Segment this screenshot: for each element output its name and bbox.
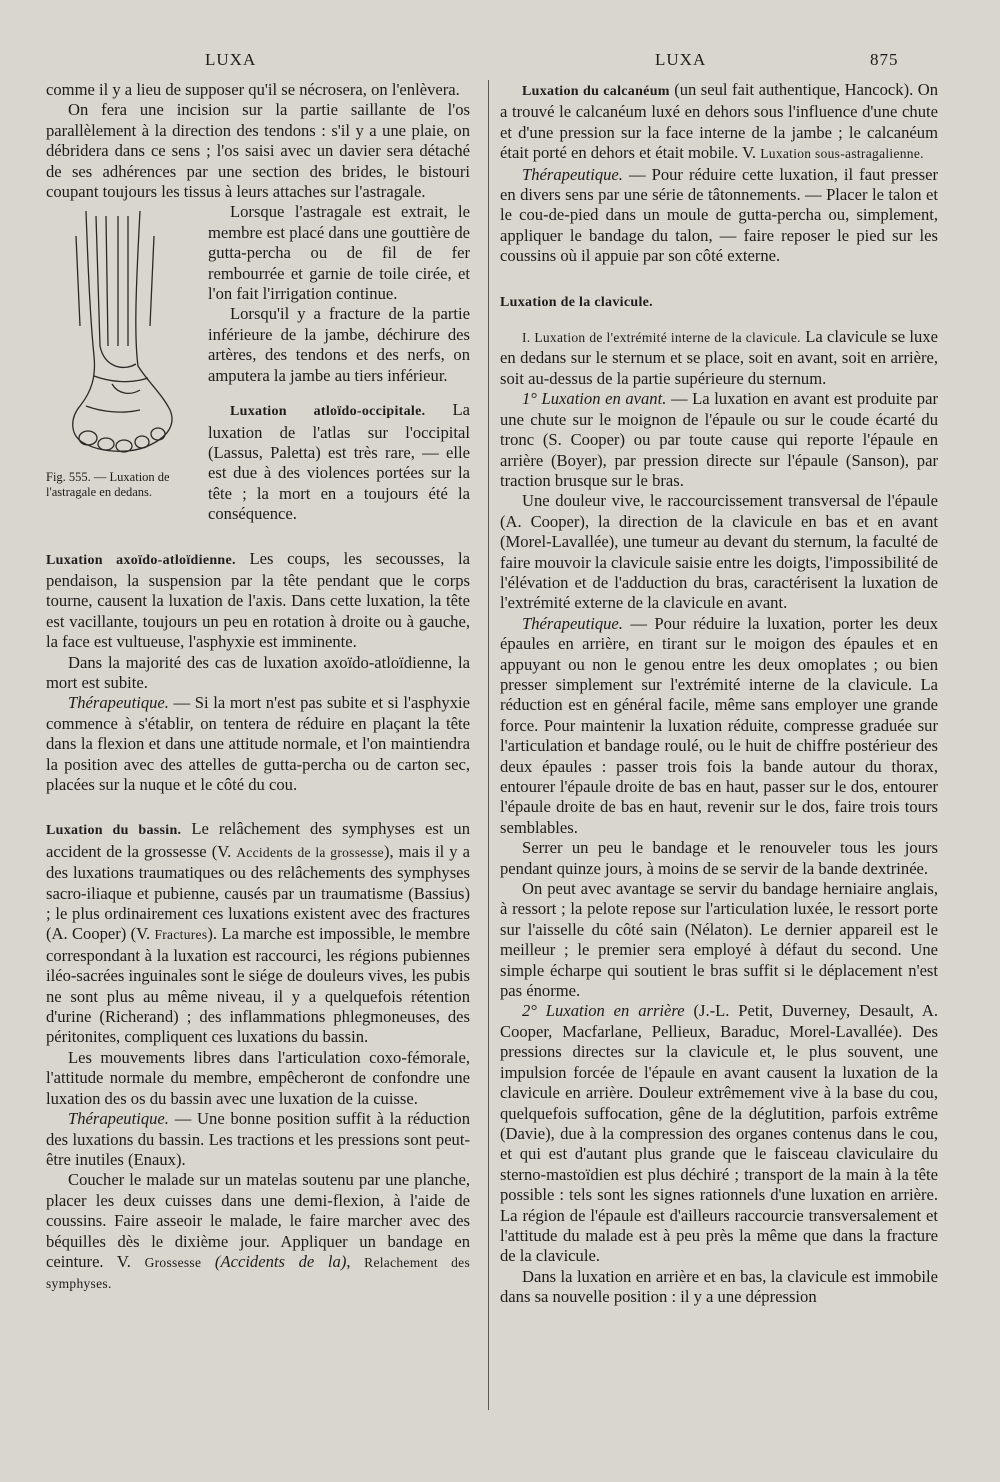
section-heading: Luxation de la clavicule. xyxy=(500,294,653,310)
left-column xyxy=(46,80,470,1295)
paragraph: On fera une incision sur la partie saillante de l'os parallèlement à la direction des tendons : s'il y a une plaie, on débridera dans ce sens ; l'os saisi avec un davier sera détaché de ses adhérences par une section des brides, le bistouri coupant toujours les tissus à leurs attaches sur l'astragale. xyxy=(46,100,470,202)
paragraph: Dans la luxation en arrière et en bas, la clavicule est immobile dans sa nouvelle position : il y a une dépression xyxy=(500,1266,938,1307)
figure-caption: Fig. 555. — Luxation de l'astragale en dedans. xyxy=(46,470,170,500)
section-heading: Luxation axoïdo-atloïdienne. xyxy=(46,552,236,568)
right-column xyxy=(500,80,938,1308)
paragraph: I. Luxation de l'extrémité interne de la clavicule. La clavicule se luxe en dedans sur le sternum et se place, soit en avant, soit en arrière, soit au-dessus de la partie supérieure du sternum. xyxy=(500,327,939,388)
column-divider xyxy=(488,80,489,1410)
paragraph: Luxation du calcanéum (un seul fait authentique, Hancock). On a trouvé le calcanéum luxé en dehors sous l'influence d'une chute et d'une pression sur la face interne de la jambe ; le calcanéum était porté en dehors et était mobile. V. Luxation sous-astragalienne. xyxy=(500,80,938,163)
foot-illustration-icon xyxy=(56,206,186,466)
paragraph: Luxation axoïdo-atloïdienne. Les coups, les secousses, la pendaison, la suspension par la tête pendant que le corps tourne, causent la luxation de l'axis. Dans cette luxation, la tête est vacillante, toujours un peu en rotation à droite ou à gauche, la face est vultueuse, l'asphyxie est imminente. xyxy=(46,548,470,652)
subsection-title: I. Luxation de l'extrémité interne de la clavicule. xyxy=(522,330,801,346)
paragraph: Thérapeutique. — Une bonne position suffit à la réduction des luxations du bassin. Les tractions et les pressions sont peut-être inutiles (Enaux). xyxy=(46,1109,470,1169)
paragraph: Lorsque l'astragale est extrait, le membre est placé dans une gouttière de gutta-percha ou de fil de fer rembourrée et garnie de toile cirée, et l'on fait l'irrigation continue. xyxy=(208,202,470,304)
paragraph: Thérapeutique. — Si la mort n'est pas subite et si l'asphyxie commence à s'établir, on tentera de réduire en plaçant la tête dans la flexion et dans une attitude normale, et l'on maintiendra la position avec des attelles de gutta-percha ou de carton sec, placées sur la nuque et le côté du cou. xyxy=(46,693,470,794)
section-heading: Luxation atloïdo-occipitale. xyxy=(230,404,426,420)
paragraph: 1° Luxation en avant. — La luxation en avant est produite par une chute sur le moignon de l'épaule ou sur le coude écarté du tronc (S. Cooper) ou par toute cause qui reporte l'épaule en arrière (Boyer), par pression directe sur l'épaule (Sanson), par traction brusque sur le bras. xyxy=(500,389,938,490)
paragraph: Les mouvements libres dans l'articulation coxo-fémorale, l'attitude normale du membre, empêcheront de confondre une luxation des os du bassin avec une luxation de la cuisse. xyxy=(46,1047,470,1108)
paragraph: comme il y a lieu de supposer qu'il se nécrosera, on l'enlèvera. xyxy=(46,80,460,99)
paragraph: Thérapeutique. — Pour réduire la luxation, porter les deux épaules en arrière, en tirant sur le moigon des épaules et en appuyant ou non le genou entre les deux omoplates ; ou bien presser simplement sur l'extrémité interne de la clavicule. La réduction est en général facile, même sans employer une grande force. Pour maintenir la luxation réduite, compresse graduée sur l'articulation et bandage roulé, ou le huit de chiffre postérieur des deux épaules : passer trois fois la bande autour du thorax, entourer l'épaule droite de bas en haut, passer sur le dos, entourer l'épaule droite de bas en haut, revenir sur le dos, faire trois tours semblables. xyxy=(500,613,938,837)
paragraph: Luxation atloïdo-occipitale. La luxation de l'atlas sur l'occipital (Lassus, Paletta) est très rare, — elle est due à des violences portées sur la tête ; la mort en a toujours été la conséquence. xyxy=(208,400,471,524)
figure xyxy=(46,206,196,500)
paragraph: Lorsqu'il y a fracture de la partie inférieure de la jambe, déchirure des artères, des tendons et des nerfs, on amputera la jambe au tiers inférieur. xyxy=(208,304,470,385)
running-head-left: LUXA xyxy=(205,50,257,69)
paragraph: Dans la majorité des cas de luxation axoïdo-atloïdienne, la mort est subite. xyxy=(46,652,470,692)
paragraph: Thérapeutique. — Pour réduire cette luxation, il faut presser en divers sens par une série de tâtonnements. — Placer le talon et le cou-de-pied dans un moule de gutta-percha ou, simplement, appliquer le bandage du talon, — faire reposer le pied sur les coussins où il appuie par son côté externe. xyxy=(500,164,938,266)
paragraph: On peut avec avantage se servir du bandage herniaire anglais, à ressort ; la pelote repose sur l'articulation luxée, le ressort porte sur l'aisselle du côté sain (Nélaton). Le dernier appareil est le meilleur ; le premier sera employé à défaut du second. Une simple écharpe qui soutient le bras suffit si le déplacement n'est pas énorme. xyxy=(500,879,938,1001)
section-heading: Luxation du bassin. xyxy=(46,823,182,839)
section-heading: Luxation du calcanéum xyxy=(522,84,670,99)
paragraph: Une douleur vive, le raccourcissement transversal de l'épaule (A. Cooper), la direction de la clavicule en bas et en avant (Morel-Lavallée), une tumeur au devant du sternum, la faculté de faire mouvoir la clavicule saisie entre les doigts, l'impossibilité de l'élévation et de l'adduction du bras, caractérisent la luxation de l'extrémité externe de la clavicule en avant. xyxy=(500,491,939,613)
page-number: 875 xyxy=(870,50,899,69)
running-head-right: LUXA xyxy=(655,50,707,69)
paragraph: Luxation du bassin. Le relâchement des symphyses est un accident de la grossesse (V. Accidents de la grossesse), mais il y a des luxations traumatiques ou des relâchements des symphyses sacro-iliaque et pubienne, causés par un traumatisme (Bassius) ; le plus ordinairement ces luxations existent avec des fractures (A. Cooper) (V. Fractures). La marche est impossible, le membre correspondant à la luxation est raccourci, les régions pubiennes iléo-sacrées inguinales sont le siége de douleurs vives, les pubis ne sont plus au même niveau, il y a quelquefois rétention d'urine (Richerand) ; des inflammations phlegmoneuses, des péritonites, compliquent ces luxations du bassin. xyxy=(46,819,471,1047)
paragraph: 2° Luxation en arrière (J.-L. Petit, Duverney, Desault, A. Cooper, Macfarlane, Pellieux, Baraduc, Morel-Lavallée). Des pressions directes sur la clavicule et, le plus souvent, une impulsion forcée de l'épaule en avant causent la luxation de la clavicule en arrière. Douleur extrêmement vive à la base du cou, quelquefois suffocation, gêne de la déglutition, parfois extrême (Davie), due à la compression des organes contenus dans le cou, et qui est d'autant plus grande que le faisceau claviculaire du sterno-mastoïdien est plus déchiré ; transport de la main à la tête possible : tels sont les signes rationnels d'une luxation en arrière. La région de l'épaule est d'ailleurs raccourcie transversalement et l'attitude du malade est à peu près la même que dans la fracture de la clavicule. xyxy=(500,1001,938,1266)
paragraph: Coucher le malade sur un matelas soutenu par une planche, placer les deux cuisses dans une demi-flexion, à l'aide de coussins. Faire asseoir le malade, le faire marcher avec des béquilles dès le dixième jour. Appliquer un bandage en ceinture. V. Grossesse (Accidents de la), Relachement des symphyses. xyxy=(46,1170,470,1292)
paragraph: Serrer un peu le bandage et le renouveler tous les jours pendant quinze jours, à moins de se servir de la bande dextrinée. xyxy=(500,838,938,878)
